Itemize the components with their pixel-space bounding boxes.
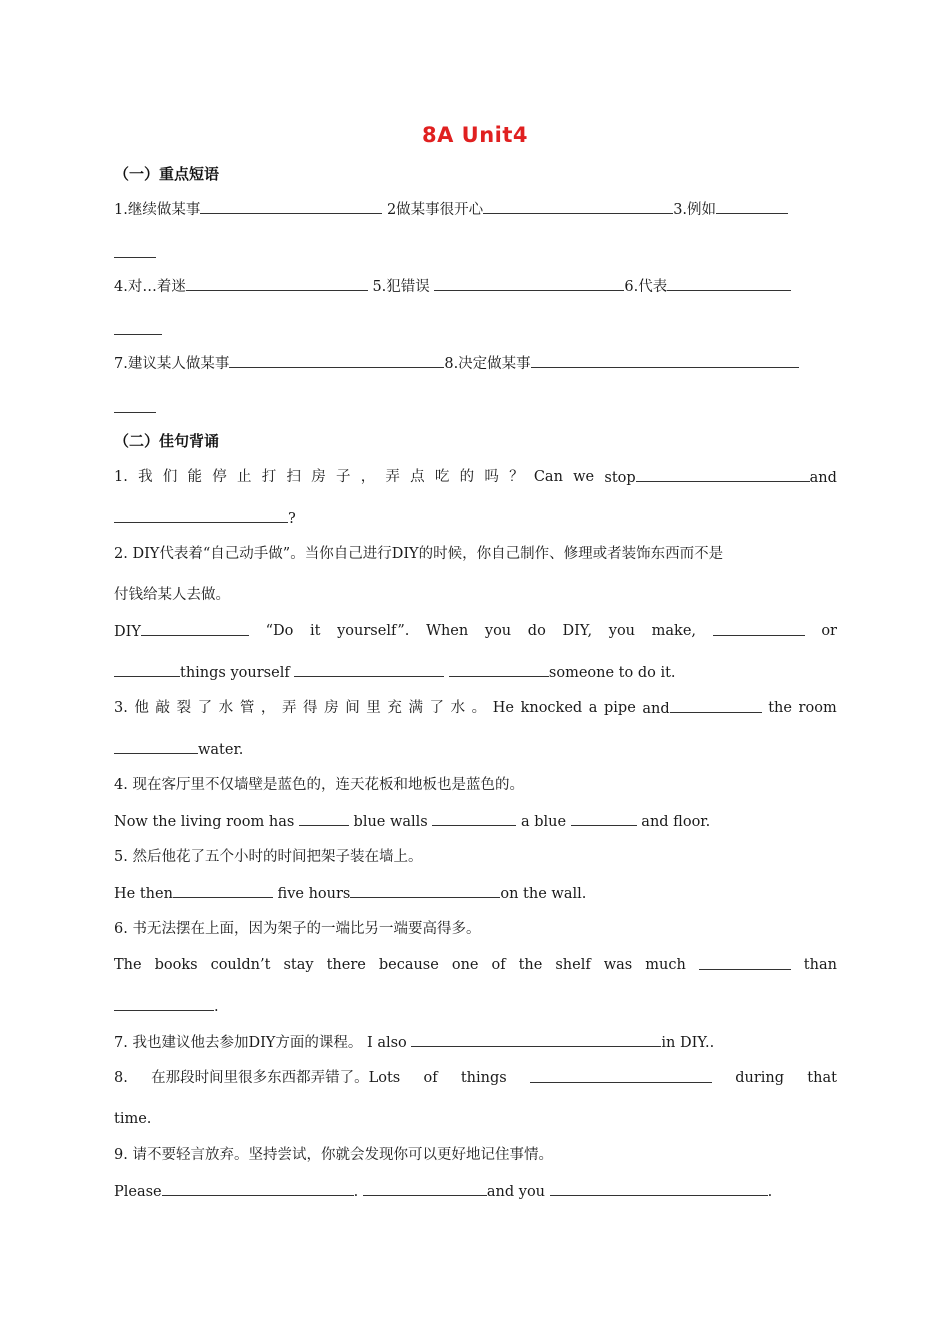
answer-blank[interactable] (162, 1180, 354, 1196)
word: 1. (114, 469, 128, 485)
word: 。 (471, 700, 487, 716)
phrase-row-3 (114, 352, 837, 374)
phrase-label: 1.继续做某事 (114, 202, 201, 218)
q8-line (114, 1067, 837, 1089)
word: 打 (261, 469, 277, 485)
word: or (821, 623, 837, 639)
word: 停 (212, 469, 227, 485)
word: was (603, 957, 633, 973)
page-title: 8A Unit4 (421, 123, 529, 147)
q9-zh: 9. 请不要轻言放弃。坚持尝试，你就会发现你可以更好地记住事情。 (114, 1147, 553, 1163)
answer-blank[interactable] (114, 242, 156, 258)
answer-blank[interactable] (114, 995, 214, 1011)
word: a blue (520, 814, 567, 830)
word: 弄 (385, 469, 400, 485)
section-heading-sentences: （二）佳句背诵 (114, 432, 220, 450)
answer-blank[interactable] (699, 954, 791, 970)
word: 能 (187, 469, 203, 485)
phrase-row-1 (114, 198, 837, 220)
word: in DIY.. (661, 1035, 715, 1051)
word: 7. 我也建议他去参加DIY方面的课程。 (114, 1035, 363, 1051)
q3-line-2 (114, 738, 837, 760)
q5-en (114, 882, 837, 904)
word: yourself”. (337, 623, 410, 639)
q3-line (114, 697, 837, 719)
word: a (588, 700, 598, 716)
word: and (642, 701, 670, 717)
word: because (378, 957, 439, 973)
word: The (114, 957, 142, 973)
word: much (645, 957, 686, 973)
word: than (803, 957, 837, 973)
q2-en-line-2 (114, 661, 837, 683)
word: . (767, 1184, 773, 1200)
phrase-row-2 (114, 275, 837, 297)
word: 子 (335, 469, 351, 485)
answer-blank[interactable] (531, 352, 799, 368)
word: pipe (604, 700, 636, 716)
word: shelf (555, 957, 591, 973)
word: “Do (265, 623, 294, 639)
word: you (484, 623, 512, 639)
word: He then (114, 886, 173, 902)
word: Please (114, 1184, 162, 1200)
word: 满 (408, 700, 423, 716)
word: 扫 (286, 469, 301, 485)
word: 们 (162, 469, 178, 485)
q5-zh: 5. 然后他花了五个小时的时间把架子装在墙上。 (114, 849, 423, 865)
word: 8. (114, 1070, 128, 1086)
phrase-label: 8.决定做某事 (444, 356, 531, 372)
word: 点 (410, 469, 425, 485)
word: . (353, 1184, 359, 1200)
word: 管 (239, 700, 255, 716)
word: ？ (509, 469, 524, 485)
word: ， (260, 700, 276, 716)
q4-zh: 4. 现在客厅里不仅墙壁是蓝色的，连天花板和地板也是蓝色的。 (114, 777, 524, 793)
word: 水 (218, 700, 234, 716)
word: 的 (459, 469, 475, 485)
word: do (527, 623, 546, 639)
word: ， (360, 469, 376, 485)
word: room (798, 700, 837, 716)
word: 吗 (484, 469, 499, 485)
word: . (214, 999, 219, 1015)
word: there (326, 957, 366, 973)
q1-line-2 (114, 507, 837, 529)
phrase-label: 4.对…着迷 (114, 279, 186, 295)
word: one (451, 957, 479, 973)
word: during (735, 1070, 785, 1086)
q6-line-2 (114, 995, 837, 1017)
word: 敲 (155, 700, 170, 716)
word: someone to do it. (548, 665, 676, 681)
word: it (310, 623, 321, 639)
word: knocked (520, 700, 583, 716)
word: make, (651, 623, 697, 639)
answer-blank[interactable] (299, 810, 349, 826)
word: and (809, 470, 837, 486)
word: 水 (450, 700, 466, 716)
word: He (492, 700, 514, 716)
answer-blank[interactable] (363, 1180, 487, 1196)
word: 我 (138, 469, 153, 485)
answer-blank[interactable] (571, 810, 637, 826)
word: 他 (134, 700, 149, 716)
word: 得 (303, 700, 318, 716)
answer-blank[interactable] (114, 661, 180, 677)
answer-blank[interactable] (670, 697, 762, 713)
phrase-label: 3.例如 (673, 202, 717, 218)
answer-blank[interactable] (186, 275, 368, 291)
word: 在那段时间里很多东西都弄错了。Lots (151, 1070, 401, 1086)
answer-blank[interactable] (294, 661, 444, 677)
answer-blank[interactable] (713, 620, 805, 636)
blank-continuation (114, 242, 837, 264)
word: the (768, 700, 792, 716)
word: 吃 (434, 469, 450, 485)
q2-zh-line-1: 2. DIY代表着“自己动手做”。当你自己进行DIY的时候，你自己制作、修理或者装饰东西而不是 (114, 546, 724, 562)
word: and you (486, 1184, 546, 1200)
word: Now the living room has (114, 814, 295, 830)
answer-blank[interactable] (636, 466, 810, 482)
phrase-label: 2做某事很开心 (386, 202, 484, 218)
word: 了 (429, 700, 445, 716)
answer-blank[interactable] (141, 620, 249, 636)
word: of (423, 1070, 438, 1086)
answer-blank[interactable] (530, 1067, 712, 1083)
answer-blank[interactable] (114, 738, 198, 754)
word: 房 (324, 700, 339, 716)
word: that (807, 1070, 837, 1086)
answer-blank[interactable] (449, 661, 549, 677)
word: 了 (197, 700, 213, 716)
word: couldn’t (210, 957, 271, 973)
word: water. (198, 742, 244, 758)
word: books (154, 957, 198, 973)
word: 房 (311, 469, 326, 485)
word: things (460, 1070, 507, 1086)
word: 止 (237, 469, 252, 485)
word: Can (533, 469, 563, 485)
word: the (518, 957, 543, 973)
word: blue walls (353, 814, 428, 830)
word: 充 (387, 700, 402, 716)
word: things yourself (180, 665, 290, 681)
word: stay (283, 957, 314, 973)
q8-line-2: time. (114, 1111, 152, 1127)
answer-blank[interactable] (550, 1180, 768, 1196)
answer-blank[interactable] (200, 198, 382, 214)
word: we (573, 469, 595, 485)
q2-en-line-1 (114, 620, 837, 642)
word: 3. (114, 700, 128, 716)
word: 裂 (176, 700, 192, 716)
word: of (491, 957, 506, 973)
answer-blank[interactable] (434, 275, 624, 291)
word: on the wall. (500, 886, 587, 902)
word: you (608, 623, 636, 639)
word: and floor. (641, 814, 711, 830)
answer-blank[interactable] (173, 882, 273, 898)
answer-blank[interactable] (411, 1031, 661, 1047)
word: five hours (277, 886, 351, 902)
blank-continuation (114, 319, 837, 341)
q2-zh-line-2: 付钱给某人去做。 (114, 587, 230, 603)
answer-blank[interactable] (114, 397, 156, 413)
answer-blank[interactable] (667, 275, 791, 291)
q4-en (114, 810, 837, 832)
word: DIY (114, 624, 141, 640)
word: 间 (345, 700, 360, 716)
word: 弄 (281, 700, 297, 716)
section-heading-phrases: （一）重点短语 (114, 165, 220, 183)
word: ? (288, 511, 296, 527)
answer-blank[interactable] (350, 882, 500, 898)
word: 里 (366, 700, 381, 716)
word: stop (604, 470, 636, 486)
word: When (426, 623, 469, 639)
phrase-label: 5.犯错误 (372, 279, 430, 295)
q1-line (114, 466, 837, 488)
word: I also (366, 1035, 407, 1051)
answer-blank[interactable] (114, 507, 288, 523)
blank-continuation (114, 397, 837, 419)
answer-blank[interactable] (716, 198, 788, 214)
q6-zh: 6. 书无法摆在上面，因为架子的一端比另一端要高得多。 (114, 921, 481, 937)
answer-blank[interactable] (229, 352, 444, 368)
q7-line (114, 1031, 837, 1053)
q9-en (114, 1180, 837, 1202)
answer-blank[interactable] (432, 810, 516, 826)
q6-en (114, 954, 837, 976)
word: DIY, (562, 623, 593, 639)
phrase-label: 7.建议某人做某事 (114, 356, 230, 372)
phrase-label: 6.代表 (624, 279, 668, 295)
answer-blank[interactable] (114, 319, 162, 335)
answer-blank[interactable] (483, 198, 673, 214)
